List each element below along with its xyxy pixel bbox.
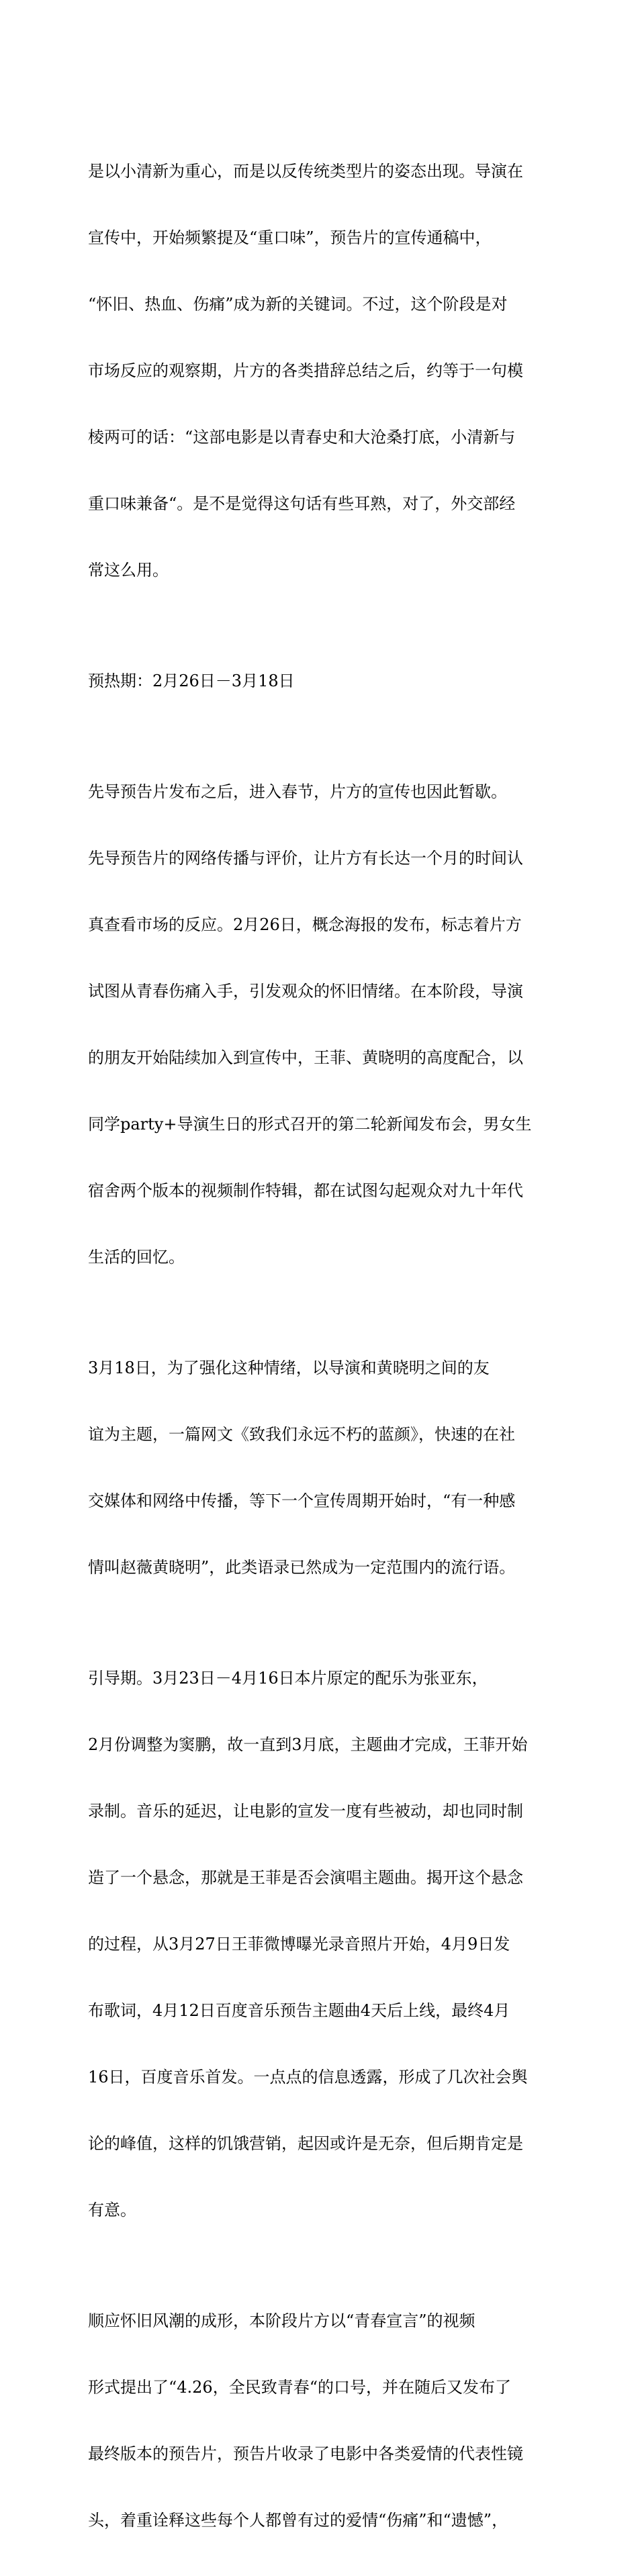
text-line: 生活的回忆。 xyxy=(88,1248,185,1267)
text-line: 论的峰值，这样的饥饿营销，起因或许是无奈，但后期肯定是 xyxy=(88,2134,523,2153)
text-line: 试图从青春伤痛入手，引发观众的怀旧情绪。在本阶段，导演 xyxy=(88,982,523,1001)
text-line: 真查看市场的反应。2月26日，概念海报的发布，标志着片方 xyxy=(88,915,522,934)
section-heading-preheat xyxy=(88,626,561,737)
text-line: 形式提出了“4.26，全民致青春“的口号，并在随后又发布了 xyxy=(88,2378,511,2397)
text-line: 同学party+导演生日的形式召开的第二轮新闻发布会，男女生 xyxy=(88,1115,532,1134)
text-line: 预热期：2月26日－3月18日 xyxy=(88,672,295,690)
text-line: 的朋友开始陆续加入到宣传中，王菲、黄晓明的高度配合，以 xyxy=(88,1048,523,1067)
text-line: 重口味兼备“。是不是觉得这句话有些耳熟，对了，外交部经 xyxy=(88,494,516,513)
text-line: 的过程，从3月27日王菲微博曝光录音照片开始，4月9日发 xyxy=(88,1935,510,1953)
text-line: 3月18日，为了强化这种情绪，以导演和黄晓明之间的友 xyxy=(88,1359,490,1377)
text-line: 有意。 xyxy=(88,2201,136,2219)
text-line: 造了一个悬念，那就是王菲是否会演唱主题曲。揭开这个悬念 xyxy=(88,1868,523,1887)
text-line: 是以小清新为重心，而是以反传统类型片的姿态出现。导演在 xyxy=(88,162,523,181)
text-line: 2月份调整为窦鹏，故一直到3月底，主题曲才完成，王菲开始 xyxy=(88,1735,528,1754)
document-body xyxy=(88,116,561,2576)
paragraph-guidance-period xyxy=(88,1623,561,2266)
paragraph-preheat xyxy=(88,737,561,1313)
text-line: 常这么用。 xyxy=(88,561,169,580)
text-line: 引导期。3月23日－4月16日本片原定的配乐为张亚东， xyxy=(88,1669,488,1688)
text-line: 宿舍两个版本的视频制作特辑，都在试图勾起观众对九十年代 xyxy=(88,1181,523,1200)
text-line: 情叫赵薇黄晓明”，此类语录已然成为一定范围内的流行语。 xyxy=(88,1558,516,1577)
text-line: 最终版本的预告片，预告片收录了电影中各类爱情的代表性镜 xyxy=(88,2444,523,2463)
text-line: 16日，百度音乐首发。一点点的信息透露，形成了几次社会舆 xyxy=(88,2068,528,2086)
text-line: 头，着重诠释这些每个人都曾有过的爱情“伤痛”和“遗憾”， xyxy=(88,2511,508,2530)
text-line: 市场反应的观察期，片方的各类措辞总结之后，约等于一句模 xyxy=(88,361,523,380)
text-line: 布歌词，4月12日百度音乐预告主题曲4天后上线，最终4月 xyxy=(88,2001,510,2020)
text-line: 谊为主题，一篇网文《致我们永远不朽的蓝颜》，快速的在社 xyxy=(88,1425,515,1444)
text-line: 棱两可的话：“这部电影是以青春史和大沧桑打底，小清新与 xyxy=(88,428,516,447)
text-line: 顺应怀旧风潮的成形，本阶段片方以“青春宣言”的视频 xyxy=(88,2311,475,2330)
text-line: 交媒体和网络中传播，等下一个宣传周期开始时，“有一种感 xyxy=(88,1491,516,1510)
paragraph-intro-continuation xyxy=(88,116,561,626)
paragraph-march-18 xyxy=(88,1313,561,1623)
text-line: 先导预告片的网络传播与评价，让片方有长达一个月的时间认 xyxy=(88,849,523,868)
text-line: 宣传中，开始频繁提及“重口味”，预告片的宣传通稿中， xyxy=(88,228,492,247)
text-line: 先导预告片发布之后，进入春节，片方的宣传也因此暂歇。 xyxy=(88,782,507,801)
paragraph-nostalgia-trend xyxy=(88,2266,561,2576)
text-line: 录制。音乐的延迟，让电影的宣发一度有些被动，却也同时制 xyxy=(88,1802,523,1821)
text-line: “怀旧、热血、伤痛”成为新的关键词。不过，这个阶段是对 xyxy=(88,295,508,314)
